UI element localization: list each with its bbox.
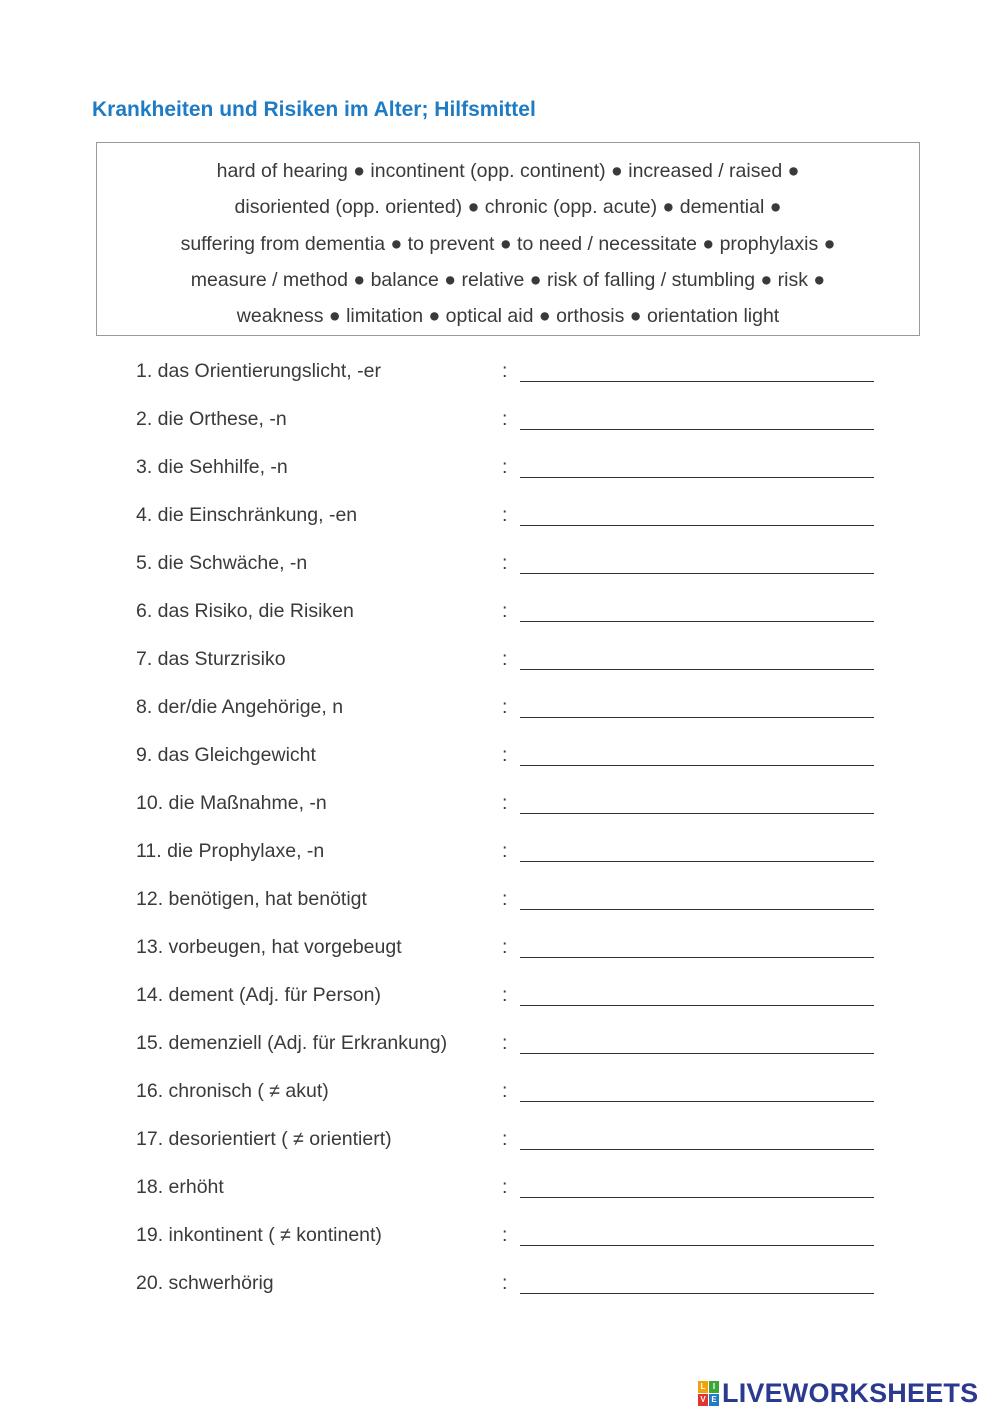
answer-input[interactable] (520, 1122, 874, 1150)
exercise-row (136, 888, 876, 936)
exercise-term: 14. dement (Adj. für Person) (136, 984, 381, 1006)
word-bank-line: measure / method ● balance ● relative ● risk of falling / stumbling ● risk ● (190, 268, 826, 291)
logo-letter: L (698, 1381, 708, 1393)
logo-letter: V (698, 1394, 708, 1406)
answer-input[interactable] (520, 690, 874, 718)
separator-colon: : (502, 552, 508, 574)
word-bank-line: disoriented (opp. oriented) ● chronic (opp. acute) ● demential ● (234, 196, 782, 219)
exercise-term: 15. demenziell (Adj. für Erkrankung) (136, 1032, 448, 1054)
logo-text: LIVEWORKSHEETS (722, 1377, 979, 1408)
exercise-term: 19. inkontinent ( ≠ kontinent) (136, 1224, 382, 1246)
separator-colon: : (502, 456, 508, 478)
separator-colon: : (502, 936, 508, 958)
exercise-term: 17. desorientiert ( ≠ orientiert) (136, 1128, 392, 1150)
exercise-row (136, 696, 876, 744)
separator-colon: : (502, 984, 508, 1006)
answer-input[interactable] (520, 786, 874, 814)
logo-letter: E (709, 1394, 719, 1406)
liveworksheets-logo[interactable] (698, 1378, 978, 1408)
separator-colon: : (502, 1176, 508, 1198)
exercise-term: 7. das Sturzrisiko (136, 648, 286, 670)
exercise-term: 20. schwerhörig (136, 1272, 274, 1294)
exercise-row (136, 456, 876, 504)
answer-input[interactable] (520, 1074, 874, 1102)
answer-input[interactable] (520, 354, 874, 382)
word-bank-line: weakness ● limitation ● optical aid ● orthosis ● orientation light (236, 305, 780, 328)
separator-colon: : (502, 1128, 508, 1150)
exercise-term: 4. die Einschränkung, -en (136, 504, 358, 526)
exercise-row (136, 1080, 876, 1128)
separator-colon: : (502, 888, 508, 910)
separator-colon: : (502, 744, 508, 766)
exercise-term: 3. die Sehhilfe, -n (136, 456, 288, 478)
exercise-row (136, 744, 876, 792)
answer-input[interactable] (520, 450, 874, 478)
exercise-term: 11. die Prophylaxe, -n (136, 840, 325, 862)
exercise-row (136, 1272, 876, 1320)
exercise-row (136, 792, 876, 840)
exercise-term: 10. die Maßnahme, -n (136, 792, 327, 814)
separator-colon: : (502, 1224, 508, 1246)
separator-colon: : (502, 360, 508, 382)
answer-input[interactable] (520, 546, 874, 574)
answer-input[interactable] (520, 882, 874, 910)
answer-input[interactable] (520, 1218, 874, 1246)
logo-letter: I (709, 1381, 719, 1393)
answer-input[interactable] (520, 498, 874, 526)
answer-input[interactable] (520, 834, 874, 862)
word-bank-line: suffering from dementia ● to prevent ● to need / necessitate ● prophylaxis ● (180, 232, 836, 255)
separator-colon: : (502, 1032, 508, 1054)
answer-input[interactable] (520, 1026, 874, 1054)
separator-colon: : (502, 600, 508, 622)
separator-colon: : (502, 792, 508, 814)
answer-input[interactable] (520, 1266, 874, 1294)
separator-colon: : (502, 696, 508, 718)
exercise-row (136, 840, 876, 888)
exercise-term: 18. erhöht (136, 1176, 224, 1198)
exercise-row (136, 504, 876, 552)
exercise-row (136, 1128, 876, 1176)
page-title: Krankheiten und Risiken im Alter; Hilfsmittel (92, 98, 536, 121)
separator-colon: : (502, 1080, 508, 1102)
exercise-term: 16. chronisch ( ≠ akut) (136, 1080, 329, 1102)
word-bank (96, 142, 920, 336)
word-bank-line: hard of hearing ● incontinent (opp. continent) ● increased / raised ● (216, 160, 800, 182)
exercise-row (136, 648, 876, 696)
exercise-row (136, 600, 876, 648)
exercise-row (136, 1032, 876, 1080)
exercise-row (136, 552, 876, 600)
exercise-term: 5. die Schwäche, -n (136, 552, 308, 574)
answer-input[interactable] (520, 738, 874, 766)
answer-input[interactable] (520, 1170, 874, 1198)
exercise-term: 1. das Orientierungslicht, -er (136, 360, 381, 382)
exercise-row (136, 1224, 876, 1272)
answer-input[interactable] (520, 594, 874, 622)
separator-colon: : (502, 408, 508, 430)
answer-input[interactable] (520, 642, 874, 670)
exercise-term: 8. der/die Angehörige, n (136, 696, 344, 718)
exercise-row (136, 984, 876, 1032)
separator-colon: : (502, 648, 508, 670)
separator-colon: : (502, 504, 508, 526)
exercise-term: 9. das Gleichgewicht (136, 744, 316, 766)
exercise-row (136, 1176, 876, 1224)
exercise-term: 6. das Risiko, die Risiken (136, 600, 354, 622)
exercise-term: 13. vorbeugen, hat vorgebeugt (136, 936, 402, 958)
exercise-term: 12. benötigen, hat benötigt (136, 888, 367, 910)
separator-colon: : (502, 840, 508, 862)
exercise-row (136, 360, 876, 408)
exercise-row (136, 936, 876, 984)
answer-input[interactable] (520, 978, 874, 1006)
answer-input[interactable] (520, 402, 874, 430)
answer-input[interactable] (520, 930, 874, 958)
exercise-term: 2. die Orthese, -n (136, 408, 287, 430)
exercise-row (136, 408, 876, 456)
logo-mark-icon (698, 1381, 719, 1406)
separator-colon: : (502, 1272, 508, 1294)
